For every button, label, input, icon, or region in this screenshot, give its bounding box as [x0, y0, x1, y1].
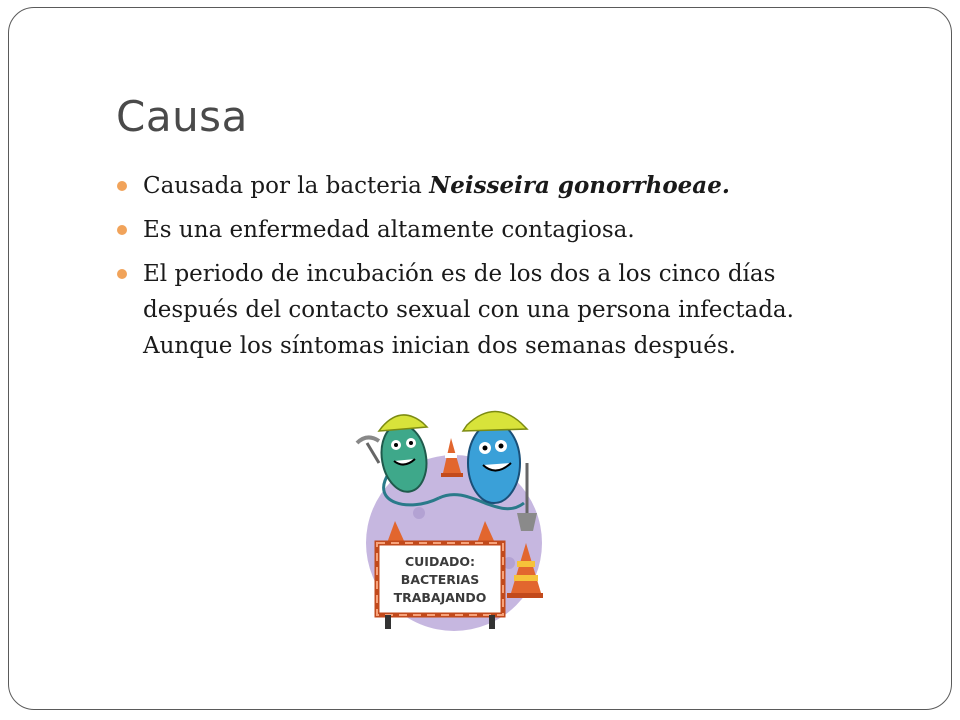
slide-title: Causa	[116, 92, 248, 141]
bullet-dot-icon	[117, 181, 127, 191]
bullet-emphasis: Neisseira gonorrhoeae.	[429, 172, 730, 199]
bullet-dot-icon	[117, 225, 127, 235]
bullet-text: Es una enfermedad altamente contagiosa.	[143, 217, 635, 243]
bullet-text: Causada por la bacteria	[143, 173, 430, 199]
sign-line-1: CUIDADO:	[404, 554, 476, 569]
sign-line-2: BACTERIAS	[400, 572, 480, 587]
bullet-text: El periodo de incubación es de los dos a los cinco días después del contacto sexual con una persona infectada. Aunque los síntomas inician dos semanas después.	[143, 261, 794, 359]
bacteria-workers-clipart	[349, 403, 559, 633]
bacteria-illustration-icon	[349, 403, 559, 633]
bullet-item-3	[113, 256, 873, 364]
slide-frame	[8, 7, 952, 710]
bullet-dot-icon	[117, 269, 127, 279]
bullet-list	[113, 168, 873, 372]
sign-line-3: TRABAJANDO	[393, 590, 487, 605]
bullet-item-1	[113, 168, 873, 204]
bullet-item-2	[113, 212, 873, 248]
